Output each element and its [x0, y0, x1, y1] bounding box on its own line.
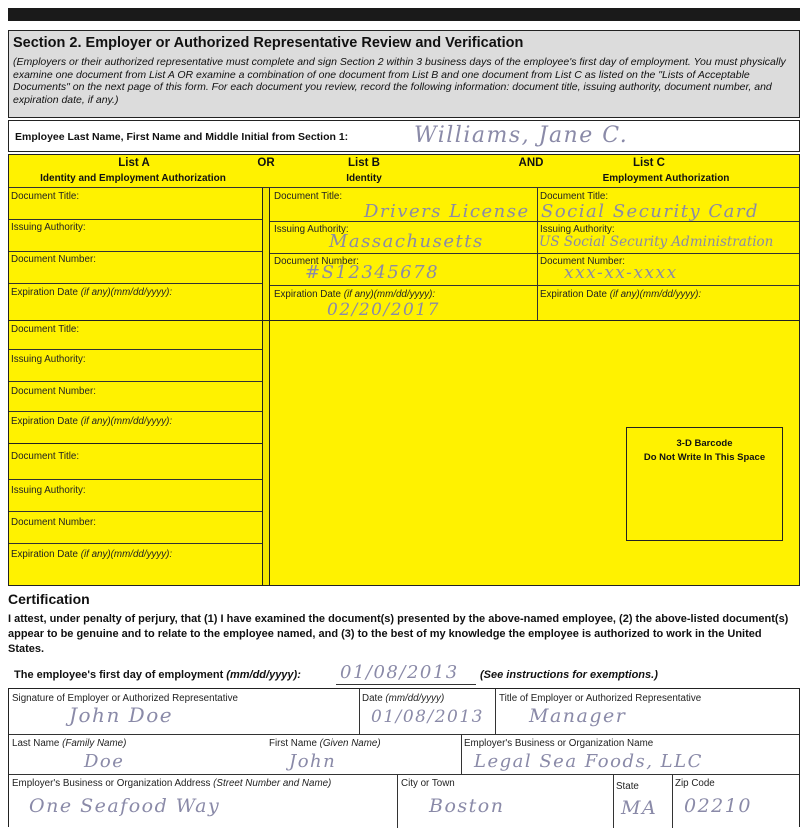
- row-rule: [9, 411, 262, 412]
- list-c-doc-title-field[interactable]: Social Security Card: [541, 201, 759, 222]
- list-b-doc-title-label: Document Title:: [274, 191, 343, 202]
- first-day-label: The employee's first day of employment (mm/dd/yyyy):: [14, 669, 301, 681]
- row-rule: [9, 734, 799, 735]
- first-day-row: [8, 662, 800, 688]
- group-rule: [9, 320, 799, 321]
- employee-name-field[interactable]: Williams, Jane C.: [414, 123, 629, 148]
- group-rule: [9, 443, 262, 444]
- list-bc-divider: [537, 187, 538, 320]
- business-name-field[interactable]: Legal Sea Foods, LLC: [474, 751, 703, 772]
- list-a1-number-label: Document Number:: [11, 254, 96, 265]
- first-day-field[interactable]: 01/08/2013: [340, 662, 459, 683]
- list-b-number-field[interactable]: #S12345678: [305, 262, 440, 283]
- list-a1-issuing-label: Issuing Authority:: [11, 222, 86, 233]
- list-a2-number-label: Document Number:: [11, 386, 96, 397]
- list-b-doc-title-field[interactable]: Drivers License: [364, 201, 530, 222]
- certification-title: Certification: [8, 591, 90, 607]
- document-verification-area: [8, 154, 800, 586]
- first-name-field[interactable]: John: [289, 751, 337, 772]
- date-label: Date (mm/dd/yyyy): [362, 693, 445, 704]
- col-rule: [461, 734, 462, 774]
- row-rule: [9, 251, 262, 252]
- barcode-line1: 3-D Barcode: [676, 438, 733, 449]
- list-a3-number-label: Document Number:: [11, 517, 96, 528]
- list-c-doc-title-label: Document Title:: [540, 191, 609, 202]
- list-a-title: List A: [118, 157, 150, 169]
- address-field[interactable]: One Seafood Way: [29, 795, 221, 817]
- list-a2-doc-title-label: Document Title:: [11, 324, 80, 335]
- col-rule: [397, 774, 398, 828]
- state-label: State: [616, 781, 639, 792]
- list-a1-doc-title-label: Document Title:: [11, 191, 80, 202]
- barcode-box: [626, 427, 783, 541]
- list-b-issuing-field[interactable]: Massachusetts: [329, 231, 484, 252]
- city-field[interactable]: Boston: [429, 795, 505, 817]
- section2-instructions: (Employers or their authorized representative must complete and sign Section 2 within 3 business days of the employee's first day of employment. You must physically examine one document from List A OR examine a combination of one document from List B and one document from List C as listed on the "Lists of Acceptable Documents" on the next page of this form. For each document you review, record the following information: document title, issuing authority, document number, and expiration date, if any.): [13, 56, 786, 106]
- title-label: Title of Employer or Authorized Representative: [499, 693, 702, 704]
- and-label: AND: [518, 157, 544, 169]
- employee-name-row: [8, 120, 800, 152]
- top-rule: [8, 8, 800, 21]
- col-rule: [672, 774, 673, 828]
- row-rule: [9, 511, 262, 512]
- list-a1-expiration-label: Expiration Date (if any)(mm/dd/yyyy):: [11, 287, 173, 298]
- list-c-issuing-label: Issuing Authority:: [540, 224, 615, 235]
- row-rule: [9, 381, 262, 382]
- or-label: OR: [257, 157, 275, 169]
- employer-signature-box: [8, 688, 800, 827]
- list-a3-doc-title-label: Document Title:: [11, 451, 80, 462]
- row-rule: [9, 479, 262, 480]
- section2-title: Section 2. Employer or Authorized Representative Review and Verification: [13, 35, 524, 51]
- list-b-title: List B: [348, 157, 380, 169]
- date-field[interactable]: 01/08/2013: [371, 707, 484, 727]
- list-a2-expiration-label: Expiration Date (if any)(mm/dd/yyyy):: [11, 416, 173, 427]
- title-field[interactable]: Manager: [529, 705, 627, 727]
- list-c-subtitle: Employment Authorization: [602, 173, 730, 184]
- col-rule: [495, 689, 496, 734]
- signature-field[interactable]: John Doe: [69, 703, 174, 727]
- exemptions-note: (See instructions for exemptions.): [480, 669, 658, 681]
- zip-label: Zip Code: [675, 778, 715, 789]
- section2-header: [8, 30, 800, 118]
- col-rule: [613, 774, 614, 828]
- list-b-issuing-label: Issuing Authority:: [274, 224, 349, 235]
- list-c-title: List C: [633, 157, 665, 169]
- state-field[interactable]: MA: [621, 797, 658, 819]
- list-b-expiration-field[interactable]: 02/20/2017: [327, 300, 440, 320]
- list-c-number-field[interactable]: xxx-xx-xxxx: [564, 263, 678, 283]
- first-name-label: First Name (Given Name): [269, 738, 381, 749]
- row-rule: [270, 253, 799, 254]
- address-label: Employer's Business or Organization Address (Street Number and Name): [12, 778, 332, 789]
- col-rule: [359, 689, 360, 734]
- employee-name-label: Employee Last Name, First Name and Middle Initial from Section 1:: [15, 131, 349, 143]
- list-a3-expiration-label: Expiration Date (if any)(mm/dd/yyyy):: [11, 549, 173, 560]
- list-b-number-label: Document Number:: [274, 256, 359, 267]
- row-rule: [270, 285, 799, 286]
- list-a3-issuing-label: Issuing Authority:: [11, 485, 86, 496]
- row-rule: [9, 774, 799, 775]
- barcode-line2: Do Not Write In This Space: [643, 452, 766, 463]
- first-day-underline: [336, 684, 476, 685]
- list-header-rule: [9, 187, 799, 188]
- list-c-number-label: Document Number:: [540, 256, 625, 267]
- business-name-label: Employer's Business or Organization Name: [464, 738, 654, 749]
- list-divider: [262, 187, 270, 585]
- list-a-subtitle: Identity and Employment Authorization: [40, 173, 226, 184]
- list-c-issuing-field[interactable]: US Social Security Administration: [539, 234, 774, 250]
- list-b-expiration-label: Expiration Date (if any)(mm/dd/yyyy):: [274, 289, 436, 300]
- city-label: City or Town: [401, 778, 455, 789]
- zip-field[interactable]: 02210: [684, 795, 752, 817]
- row-rule: [9, 283, 262, 284]
- certification-text: I attest, under penalty of perjury, that (1) I have examined the document(s) presented by the above-named employee, (2) the above-listed document(s) appear to be genuine and to relate to the employee named, and (3) to the best of my knowledge the employee is authorized to work in the United States.: [8, 613, 789, 655]
- signature-label: Signature of Employer or Authorized Representative: [12, 693, 238, 704]
- row-rule: [9, 543, 262, 544]
- row-rule: [9, 349, 262, 350]
- list-a2-issuing-label: Issuing Authority:: [11, 354, 86, 365]
- list-c-expiration-label: Expiration Date (if any)(mm/dd/yyyy):: [540, 289, 702, 300]
- row-rule: [9, 219, 262, 220]
- last-name-label: Last Name (Family Name): [12, 738, 127, 749]
- last-name-field[interactable]: Doe: [84, 751, 125, 772]
- list-b-subtitle: Identity: [346, 173, 382, 184]
